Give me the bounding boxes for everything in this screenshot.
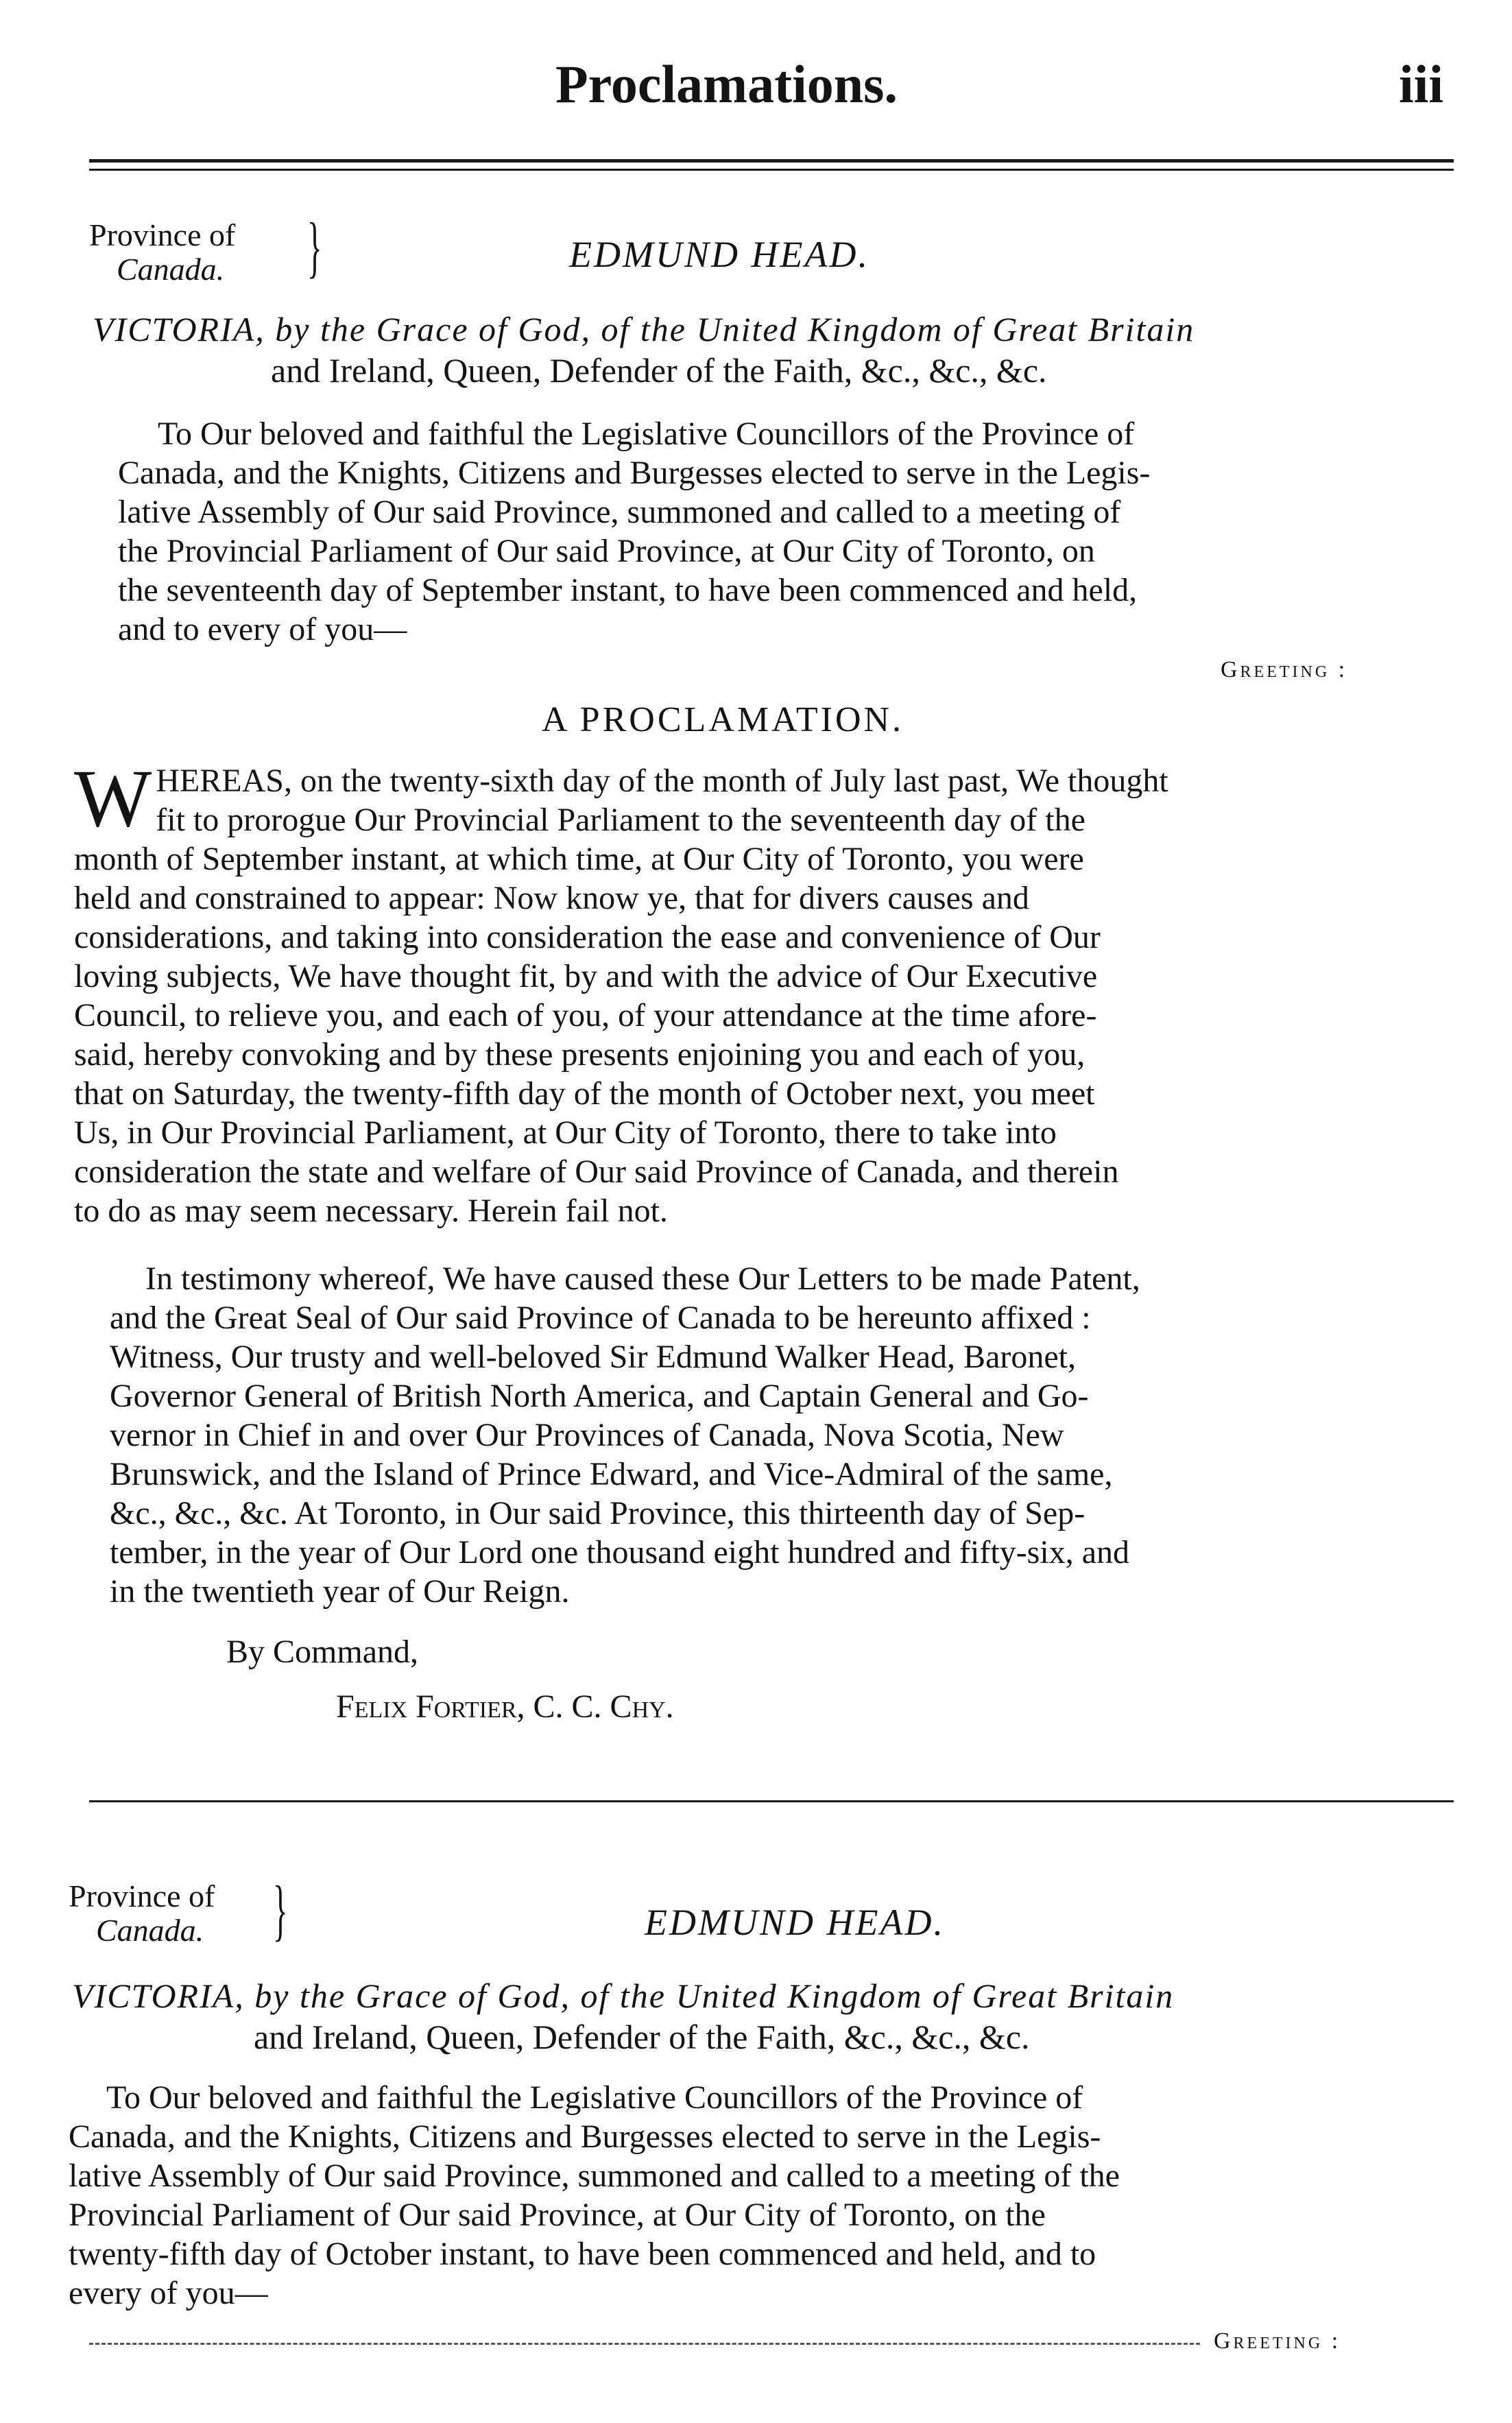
- province-line-2: Canada.: [96, 1913, 204, 1948]
- body-line: Us, in Our Provincial Parliament, at Our City of Toronto, there to take into: [74, 1114, 1057, 1151]
- royal-style-line-1: VICTORIA, by the Grace of God, of the United Kingdom of Great Britain: [72, 1977, 1175, 2015]
- royal-style: [72, 1975, 1450, 2057]
- testimony-line: &c., &c., &c. At Toronto, in Our said Province, this thirteenth day of Sep-: [110, 1495, 1085, 1531]
- greeting: Greeting :: [1214, 2328, 1341, 2354]
- signature-line: Felix Fortier, C. C. Chy.: [336, 1688, 674, 1725]
- running-title: Proclamations.: [555, 54, 898, 114]
- leader-line: [89, 2343, 1200, 2345]
- province-line-2: Canada.: [117, 252, 225, 287]
- testimony-line: In testimony whereof, We have caused these Our Letters to be made Patent,: [145, 1261, 1140, 1297]
- body-line: considerations, and taking into consideration the ease and convenience of Our: [74, 919, 1101, 955]
- address-paragraph: [118, 414, 1441, 649]
- header-rule-top: [89, 159, 1454, 163]
- testimony-line: Governor General of British North America, and Captain General and Go-: [110, 1378, 1089, 1414]
- header-rule-bottom: [89, 169, 1454, 171]
- address-paragraph: [69, 2078, 1447, 2313]
- signer-name: EDMUND HEAD.: [645, 1902, 945, 1943]
- body-line: loving subjects, We have thought fit, by and with the advice of Our Executive: [74, 958, 1098, 994]
- drop-cap: W: [74, 752, 152, 844]
- address-line: To Our beloved and faithful the Legislative Councillors of the Province of: [106, 2079, 1083, 2116]
- section-divider: [89, 1800, 1454, 1802]
- address-line: every of you—: [69, 2275, 268, 2311]
- body-line: said, hereby convoking and by these presents enjoining you and each of you,: [74, 1036, 1085, 1073]
- body-line: to do as may seem necessary. Herein fail not.: [74, 1193, 668, 1229]
- greeting: Greeting :: [1221, 657, 1348, 682]
- testimony-line: and the Great Seal of Our said Province of Canada to be hereunto affixed :: [110, 1300, 1091, 1336]
- royal-style-line-2: and Ireland, Queen, Defender of the Faith, &c., &c., &c.: [254, 2018, 1030, 2056]
- province-line-1: Province of: [89, 217, 236, 252]
- brace-glyph: }: [273, 1872, 288, 1948]
- royal-style: [93, 309, 1447, 391]
- address-line: the Provincial Parliament of Our said Province, at Our City of Toronto, on: [118, 533, 1095, 569]
- address-line: lative Assembly of Our said Province, summoned and called to a meeting of: [118, 494, 1121, 530]
- brace-glyph: }: [307, 208, 322, 285]
- province-label: [69, 1879, 215, 1948]
- province-label: [89, 218, 235, 287]
- body-line: that on Saturday, the twenty-fifth day of the month of October next, you meet: [74, 1075, 1095, 1112]
- body-line: HEREAS, on the twenty-sixth day of the month of July last past, We thought: [156, 763, 1168, 799]
- testimony-line: Witness, Our trusty and well-beloved Sir Edmund Walker Head, Baronet,: [110, 1339, 1076, 1375]
- address-line: lative Assembly of Our said Province, summoned and called to a meeting of the: [69, 2158, 1120, 2194]
- royal-style-line-1: VICTORIA, by the Grace of God, of the United Kingdom of Great Britain: [93, 310, 1195, 348]
- address-line: Provincial Parliament of Our said Province, at Our City of Toronto, on the: [69, 2197, 1046, 2233]
- testimony-line: in the twentieth year of Our Reign.: [110, 1573, 570, 1610]
- body-line: held and constrained to appear: Now know ye, that for divers causes and: [74, 880, 1029, 916]
- proclamation-title: A PROCLAMATION.: [542, 700, 904, 739]
- royal-style-line-2: and Ireland, Queen, Defender of the Faith, &c., &c., &c.: [271, 351, 1047, 390]
- by-command: By Command,: [226, 1634, 419, 1670]
- testimony-line: tember, in the year of Our Lord one thousand eight hundred and fifty-six, and: [110, 1534, 1129, 1571]
- testimony-line: vernor in Chief in and over Our Provinces of Canada, Nova Scotia, New: [110, 1417, 1064, 1453]
- address-line: the seventeenth day of September instant, to have been commenced and held,: [118, 572, 1138, 608]
- proclamation-body: [74, 752, 1445, 1230]
- body-line: month of September instant, at which time, at Our City of Toronto, you were: [74, 841, 1084, 877]
- address-line: twenty-fifth day of October instant, to have been commenced and held, and to: [69, 2236, 1096, 2272]
- address-line: Canada, and the Knights, Citizens and Burgesses elected to serve in the Legis-: [69, 2118, 1101, 2155]
- address-line: and to every of you—: [118, 611, 407, 647]
- body-line: consideration the state and welfare of Our said Province of Canada, and therein: [74, 1154, 1119, 1190]
- body-line: Council, to relieve you, and each of you, of your attendance at the time afore-: [74, 997, 1097, 1034]
- body-line: fit to prorogue Our Provincial Parliament to the seventeenth day of the: [156, 802, 1085, 838]
- testimony-paragraph: [110, 1259, 1447, 1611]
- province-line-1: Province of: [69, 1878, 215, 1913]
- address-line: Canada, and the Knights, Citizens and Burgesses elected to serve in the Legis-: [118, 455, 1151, 491]
- testimony-line: Brunswick, and the Island of Prince Edward, and Vice-Admiral of the same,: [110, 1456, 1113, 1492]
- signer-name: EDMUND HEAD.: [569, 234, 869, 275]
- address-line: To Our beloved and faithful the Legislative Councillors of the Province of: [158, 416, 1135, 452]
- page-number: iii: [1399, 54, 1444, 114]
